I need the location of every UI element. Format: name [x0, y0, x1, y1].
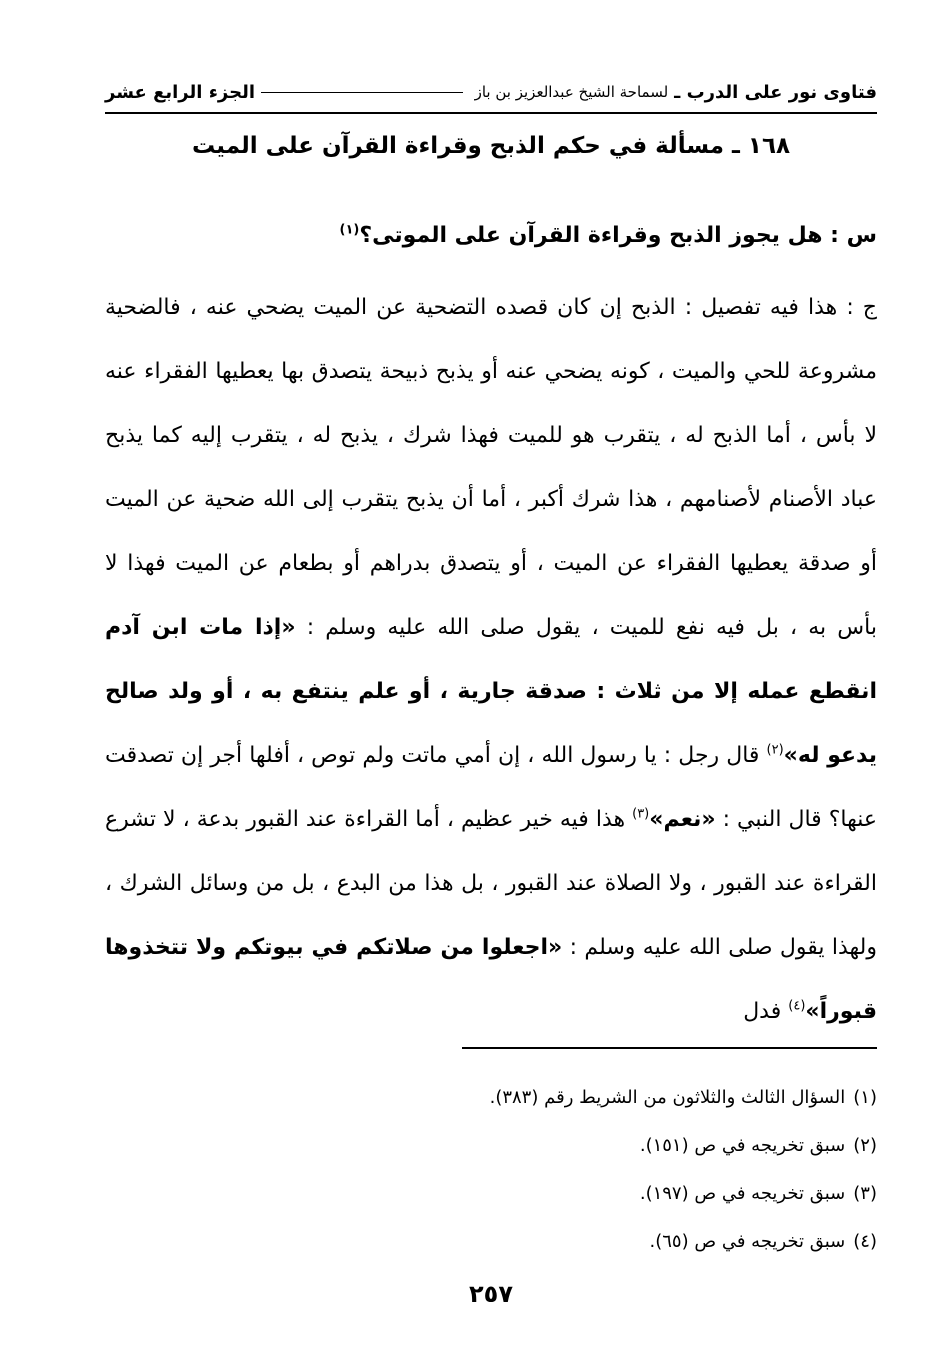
footnote-text: سبق تخريجه في ص (١٩٧). [639, 1183, 846, 1204]
hadith-quote-3: «اجعلوا من صلاتكم في بيوتكم ولا تتخذوها قبوراً» [105, 935, 877, 1024]
answer-paragraph [105, 276, 877, 1044]
footnote-ref-1: (١) [339, 222, 360, 238]
running-header [105, 72, 877, 114]
section-title: ١٦٨ ـ مسألة في حكم الذبح وقراءة القرآن على الميت [191, 133, 791, 159]
footnote-ref-2: (٢) [766, 742, 784, 758]
page-number: ٢٥٧ [469, 1280, 513, 1308]
footnote-item [105, 1074, 877, 1122]
answer-text-1: هذا فيه تفصيل : الذبح إن كان قصده التضحية عن الميت يضحي عنه ، فالضحية مشروعة للحي والميت ، كونه يضحي عنه أو يذبح ذبيحة يتصدق بها يعطيها الفقراء عنه لا بأس ، أما الذبح له ، يتقرب هو للميت فهذا شرك ، يذبح له ، يتقرب إليه كما يذبح عباد الأصنام لأصنامهم ، هذا شرك أكبر ، أما أن يذبح يتقرب إلى الله ضحية عن الميت أو صدقة يعطيها الفقراء عن الميت ، أو يتصدق بدراهم أو بطعام عن الميت فهذا لا بأس به ، بل فيه نفع للميت ، يقول صلى الله عليه وسلم : [105, 295, 877, 640]
volume-label: الجزء الرابع عشر [105, 81, 255, 103]
hadith-quote-1: «إذا مات ابن آدم انقطع عمله إلا من ثلاث : صدقة جارية ، أو علم ينتفع به ، أو ولد صالح يدعو له» [105, 615, 878, 768]
header-rule [261, 92, 463, 93]
answer-text-2: قال رجل : يا رسول الله ، إن أمي ماتت ولم توص ، أفلها أجر إن تصدقت عنها؟ قال النبي : [105, 743, 877, 832]
answer-text-4: فدل [743, 999, 782, 1024]
footnote-number: (٢) [853, 1135, 877, 1156]
footnote-item [105, 1218, 877, 1266]
body-text [105, 204, 877, 1044]
book-title: فتاوى نور على الدرب ـ [674, 81, 877, 103]
footnote-item [105, 1170, 877, 1218]
footnote-number: (١) [853, 1087, 877, 1108]
answer-prefix: ج : [846, 295, 878, 320]
footnote-text: سبق تخريجه في ص (٦٥). [649, 1231, 846, 1252]
footnote-ref-3: (٣) [632, 806, 650, 822]
footnotes-list [105, 1074, 877, 1266]
question-text: هل يجوز الذبح وقراءة القرآن على الموتى؟ [359, 223, 823, 248]
footnote-ref-4: (٤) [788, 998, 806, 1014]
footnote-text: السؤال الثالث والثلاثون من الشريط رقم (٣٨٣). [489, 1087, 846, 1108]
footnote-number: (٤) [853, 1231, 877, 1252]
footnote-item [105, 1122, 877, 1170]
footnote-text: سبق تخريجه في ص (١٥١). [639, 1135, 846, 1156]
question-paragraph [105, 204, 877, 268]
answer-text-3: هذا فيه خير عظيم ، أما القراءة عند القبور بدعة ، لا تشرع القراءة عند القبور ، ولا الصلاة عند القبور ، بل هذا من البدع ، بل من وسائل الشرك ، ولهذا يقول صلى الله عليه وسلم : [105, 807, 878, 960]
hadith-quote-2: «نعم» [649, 807, 716, 832]
author-name: لسماحة الشيخ عبدالعزيز بن باز [474, 83, 669, 101]
footnote-number: (٣) [853, 1183, 877, 1204]
footnote-separator [462, 1047, 877, 1049]
question-prefix: س : [830, 223, 877, 248]
